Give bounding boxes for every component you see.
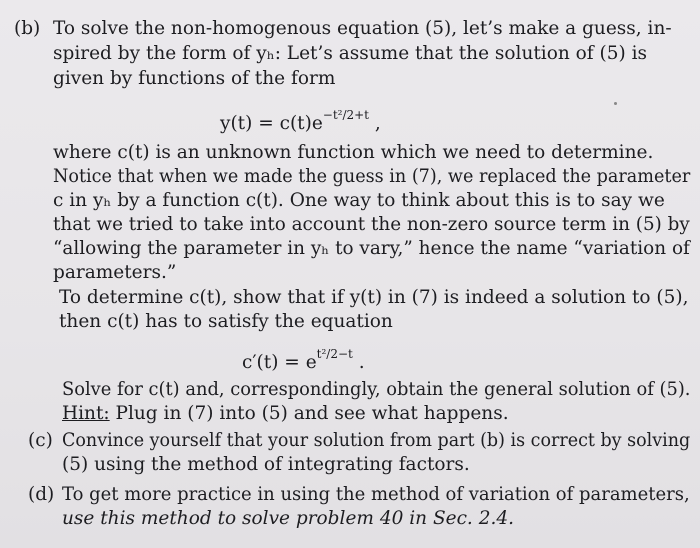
part-d-line-1: To get more practice in using the method of variation of parameters, xyxy=(62,484,690,505)
part-b-line-5: Notice that when we made the guess in (7), we replaced the parameter xyxy=(53,166,691,187)
equation-7-lhs: y(t) = c(t)e xyxy=(220,113,323,135)
part-b-line-4: where c(t) is an unknown function which we need to determine. xyxy=(53,142,654,163)
hint-label: Hint: xyxy=(62,403,110,424)
equation-c-prime xyxy=(242,345,365,375)
part-b-line-7: that we tried to take into account the non-zero source term in (5) by xyxy=(53,214,690,235)
part-b-line-9: parameters.” xyxy=(53,262,177,283)
part-d-line-2: use this method to solve problem 40 in Sec. 2.4. xyxy=(62,508,514,529)
part-c-label: (c) xyxy=(28,430,53,451)
part-b-line-3: given by functions of the form xyxy=(53,68,336,89)
part-b-line-6: c in yₕ by a function c(t). One way to think about this is to say we xyxy=(53,190,665,211)
equation-c-prime-exponent: t²/2−t xyxy=(316,347,353,361)
part-b-label: (b) xyxy=(14,18,41,39)
part-b-line-10: To determine c(t), show that if y(t) in (7) is indeed a solution to (5), xyxy=(59,287,689,308)
equation-7 xyxy=(220,106,381,136)
equation-c-prime-tail: . xyxy=(352,352,365,374)
paper-speck xyxy=(614,102,617,105)
part-b-line-1: To solve the non-homogenous equation (5), let’s make a guess, in- xyxy=(53,18,672,39)
part-b-line-8: “allowing the parameter in yₕ to vary,” hence the name “variation of xyxy=(53,238,690,259)
part-c-line-1: Convince yourself that your solution from part (b) is correct by solving xyxy=(62,430,691,451)
hint-text: Plug in (7) into (5) and see what happens. xyxy=(109,403,509,424)
part-b-line-11: then c(t) has to satisfy the equation xyxy=(59,311,393,332)
part-d-label: (d) xyxy=(28,484,55,505)
part-c-line-2: (5) using the method of integrating factors. xyxy=(62,454,470,475)
part-b-hint xyxy=(62,402,509,426)
part-b-line-12: Solve for c(t) and, correspondingly, obtain the general solution of (5). xyxy=(62,379,691,400)
equation-7-exponent: −t²/2+t xyxy=(322,108,370,122)
part-b-line-2: spired by the form of yₕ: Let’s assume that the solution of (5) is xyxy=(53,43,648,64)
equation-c-prime-lhs: c′(t) = e xyxy=(242,352,317,374)
equation-7-tail: , xyxy=(369,113,381,135)
